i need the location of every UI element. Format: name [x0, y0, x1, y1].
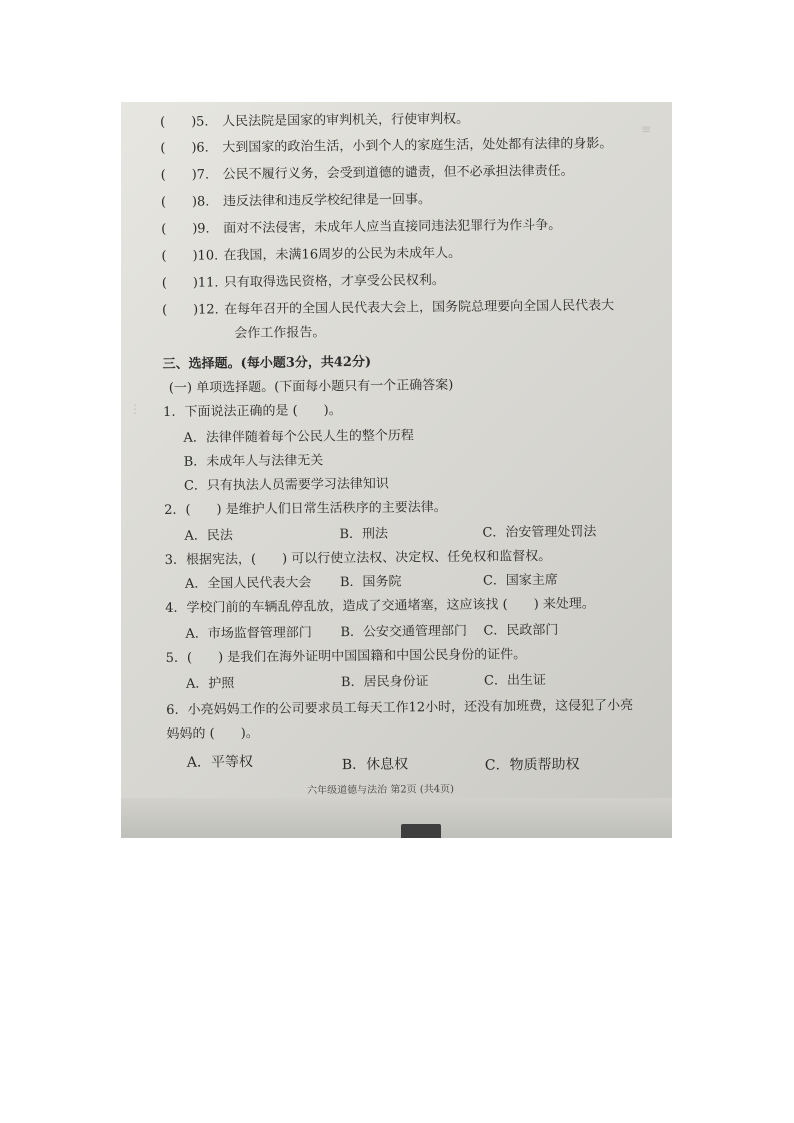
photo-bottom-shadow [121, 798, 672, 838]
question-2-option-a: A．民法 [184, 528, 233, 544]
judgement-item-9: ( )9. 面对不法侵害，未成年人应当直接同违法犯罪行为作斗争。 [161, 217, 562, 237]
bleed-through-text: ≡ [641, 122, 652, 136]
question-4-option-b: B．公安交通管理部门 [340, 623, 468, 641]
binder-clip [401, 824, 441, 838]
question-6-stem-line-1: 6．小亮妈妈工作的公司要求员工每天工作12小时，还没有加班费，这侵犯了小亮 [166, 698, 634, 718]
judgement-item-11: ( )11. 只有取得选民资格，才享受公民权利。 [161, 273, 445, 291]
question-5-option-a: A．护照 [185, 676, 235, 692]
subsection-title: (一) 单项选择题。(下面每小题只有一个正确答案) [168, 377, 454, 396]
question-2-option-b: B．刑法 [339, 526, 389, 543]
question-3-option-b: B．国务院 [339, 574, 402, 591]
question-4-stem: 4．学校门前的车辆乱停乱放，造成了交通堵塞，这应该找 ( ) 来处理。 [165, 596, 595, 616]
question-4-option-a: A．市场监督管理部门 [185, 625, 312, 642]
question-6-stem-line-2: 妈妈的 ( )。 [166, 725, 259, 742]
question-1-stem: 1．下面说法正确的是 ( )。 [163, 403, 342, 420]
judgement-item-12: ( )12. 在每年召开的全国人民代表大会上，国务院总理要向全国人民代表大 [162, 298, 615, 318]
judgement-item-5: ( )5. 人民法院是国家的审判机关，行使审判权。 [160, 111, 470, 130]
question-6-option-b: B．休息权 [341, 756, 409, 774]
question-2-option-c: C．治安管理处罚法 [482, 524, 597, 541]
question-2-stem: 2．( ) 是维护人们日常生活秩序的主要法律。 [164, 500, 447, 518]
judgement-item-8: ( )8. 违反法律和违反学校纪律是一回事。 [160, 192, 432, 210]
question-6-option-a: A．平等权 [186, 754, 254, 771]
exam-page [160, 107, 634, 797]
bleed-through-text: ⋮ [129, 402, 141, 416]
question-1-option-b: B．未成年人与法律无关 [183, 453, 324, 470]
question-5-option-b: B．居民身份证 [340, 674, 429, 691]
judgement-item-10: ( )10. 在我国，未满16周岁的公民为未成年人。 [161, 245, 462, 264]
question-3-stem: 3．根据宪法，( ) 可以行使立法权、决定权、任免权和监督权。 [164, 548, 552, 568]
section-title: 三、选择题。(每小题3分，共42分) [162, 354, 372, 372]
question-4-option-c: C．民政部门 [483, 622, 559, 639]
question-5-option-c: C．出生证 [483, 672, 547, 689]
question-5-stem: 5．( ) 是我们在海外证明中国国籍和中国公民身份的证件。 [165, 647, 527, 666]
question-1-option-a: A．法律伴随着每个公民人生的整个历程 [183, 428, 414, 446]
judgement-item-7: ( )7. 公民不履行义务，会受到道德的谴责，但不必承担法律责任。 [160, 163, 574, 183]
question-3-option-a: A．全国人民代表大会 [184, 575, 312, 592]
question-3-option-c: C．国家主席 [482, 572, 558, 589]
judgement-item-6: ( )6. 大到国家的政治生活，小到个人的家庭生活，处处都有法律的身影。 [160, 136, 613, 156]
question-1-option-c: C．只有执法人员需要学习法律知识 [183, 476, 389, 494]
question-6-option-c: C．物质帮助权 [484, 756, 580, 774]
judgement-item-12-continuation: 会作工作报告。 [234, 325, 326, 342]
page-footer: 六年级道德与法治 第2页 (共4页) [307, 783, 455, 797]
